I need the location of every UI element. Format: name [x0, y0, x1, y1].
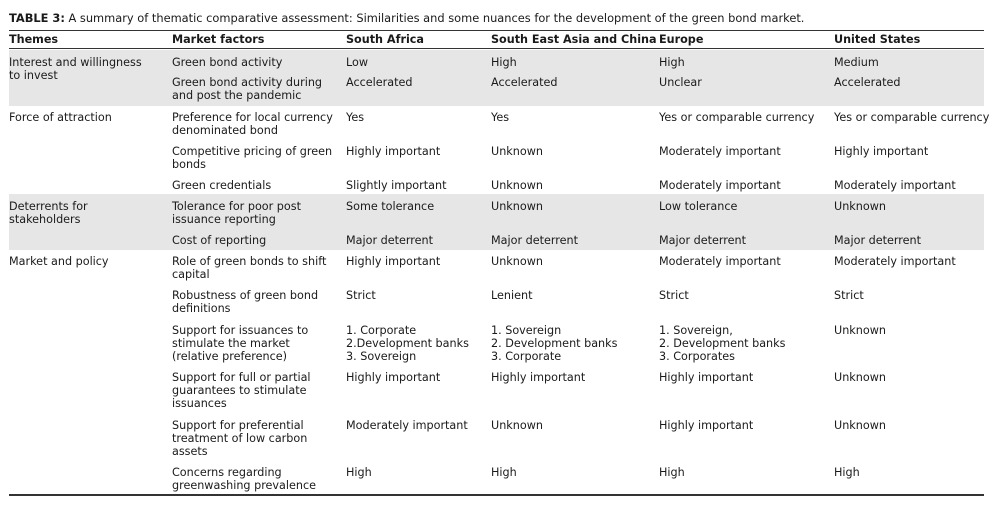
- cell-south-east-asia-china: Highly important: [491, 371, 586, 384]
- cell-market-factor: Tolerance for poor post issuance reporting: [172, 200, 301, 227]
- cell-united-states: Moderately important: [834, 179, 956, 192]
- cell-united-states: High: [834, 466, 860, 479]
- cell-united-states: Unknown: [834, 200, 886, 213]
- header-rule: [9, 48, 984, 49]
- cell-market-factor: Support for preferential treatment of low carbon assets: [172, 419, 308, 459]
- table-label: TABLE 3:: [9, 11, 65, 25]
- cell-market-factor: Concerns regarding greenwashing prevalence: [172, 466, 317, 493]
- theme-interest: Interest and willingness to invest: [9, 56, 142, 83]
- cell-south-east-asia-china: Unknown: [491, 179, 543, 192]
- table-caption-text: A summary of thematic comparative assessment: Similarities and some nuances for the development of the green bond market.: [64, 11, 805, 25]
- cell-europe: High: [659, 56, 685, 69]
- cell-europe: Moderately important: [659, 145, 781, 158]
- cell-united-states: Unknown: [834, 371, 886, 384]
- cell-south-africa: High: [346, 466, 372, 479]
- cell-market-factor: Green credentials: [172, 179, 272, 192]
- cell-market-factor: Support for full or partial guarantees to stimulate issuances: [172, 371, 311, 411]
- cell-market-factor: Cost of reporting: [172, 234, 267, 247]
- cell-south-east-asia-china: High: [491, 466, 517, 479]
- cell-south-east-asia-china: 1. Sovereign 2. Development banks 3. Corporate: [491, 324, 618, 364]
- cell-europe: Unclear: [659, 76, 702, 89]
- table-top-rule: [9, 30, 984, 31]
- table-bottom-rule: [9, 494, 984, 496]
- cell-south-africa: Major deterrent: [346, 234, 433, 247]
- cell-market-factor: Support for issuances to stimulate the market (relative preference): [172, 324, 309, 364]
- cell-south-east-asia-china: Lenient: [491, 289, 533, 302]
- cell-europe: Yes or comparable currency: [659, 111, 815, 124]
- cell-south-africa: 1. Corporate 2.Development banks 3. Sovereign: [346, 324, 469, 364]
- cell-south-africa: Strict: [346, 289, 376, 302]
- cell-united-states: Strict: [834, 289, 864, 302]
- cell-market-factor: Preference for local currency denominated bond: [172, 111, 333, 138]
- header-themes: Themes: [9, 33, 59, 46]
- cell-market-factor: Role of green bonds to shift capital: [172, 255, 327, 282]
- cell-south-east-asia-china: Unknown: [491, 255, 543, 268]
- cell-south-east-asia-china: High: [491, 56, 517, 69]
- cell-south-africa: Moderately important: [346, 419, 468, 432]
- cell-south-africa: Slightly important: [346, 179, 447, 192]
- cell-united-states: Major deterrent: [834, 234, 921, 247]
- cell-south-east-asia-china: Major deterrent: [491, 234, 578, 247]
- cell-south-east-asia-china: Unknown: [491, 145, 543, 158]
- cell-south-africa: Highly important: [346, 255, 441, 268]
- cell-europe: Major deterrent: [659, 234, 746, 247]
- cell-south-africa: Highly important: [346, 145, 441, 158]
- cell-south-east-asia-china: Unknown: [491, 419, 543, 432]
- cell-south-east-asia-china: Yes: [491, 111, 510, 124]
- header-south-east-asia-china: South East Asia and China: [491, 33, 657, 46]
- cell-south-africa: Highly important: [346, 371, 441, 384]
- theme-force-of-attraction: Force of attraction: [9, 111, 112, 124]
- cell-south-east-asia-china: Accelerated: [491, 76, 558, 89]
- cell-united-states: Accelerated: [834, 76, 901, 89]
- cell-market-factor: Robustness of green bond definitions: [172, 289, 319, 316]
- cell-south-east-asia-china: Unknown: [491, 200, 543, 213]
- cell-europe: Strict: [659, 289, 689, 302]
- cell-south-africa: Yes: [346, 111, 365, 124]
- cell-south-africa: Accelerated: [346, 76, 413, 89]
- theme-deterrents: Deterrents for stakeholders: [9, 200, 88, 227]
- cell-united-states: Moderately important: [834, 255, 956, 268]
- cell-europe: Low tolerance: [659, 200, 738, 213]
- cell-europe: Highly important: [659, 371, 754, 384]
- cell-south-africa: Some tolerance: [346, 200, 435, 213]
- header-united-states: United States: [834, 33, 921, 46]
- cell-europe: 1. Sovereign, 2. Development banks 3. Corporates: [659, 324, 786, 364]
- cell-europe: Moderately important: [659, 255, 781, 268]
- cell-united-states: Unknown: [834, 324, 886, 337]
- cell-europe: Moderately important: [659, 179, 781, 192]
- cell-market-factor: Green bond activity: [172, 56, 283, 69]
- table-caption: [9, 11, 804, 26]
- cell-market-factor: Green bond activity during and post the pandemic: [172, 76, 323, 103]
- cell-united-states: Yes or comparable currency: [834, 111, 990, 124]
- cell-united-states: Unknown: [834, 419, 886, 432]
- cell-united-states: Highly important: [834, 145, 929, 158]
- cell-united-states: Medium: [834, 56, 879, 69]
- theme-market-and-policy: Market and policy: [9, 255, 109, 268]
- header-market-factors: Market factors: [172, 33, 265, 46]
- cell-europe: Highly important: [659, 419, 754, 432]
- header-europe: Europe: [659, 33, 704, 46]
- cell-market-factor: Competitive pricing of green bonds: [172, 145, 333, 172]
- header-south-africa: South Africa: [346, 33, 424, 46]
- cell-europe: High: [659, 466, 685, 479]
- cell-south-africa: Low: [346, 56, 369, 69]
